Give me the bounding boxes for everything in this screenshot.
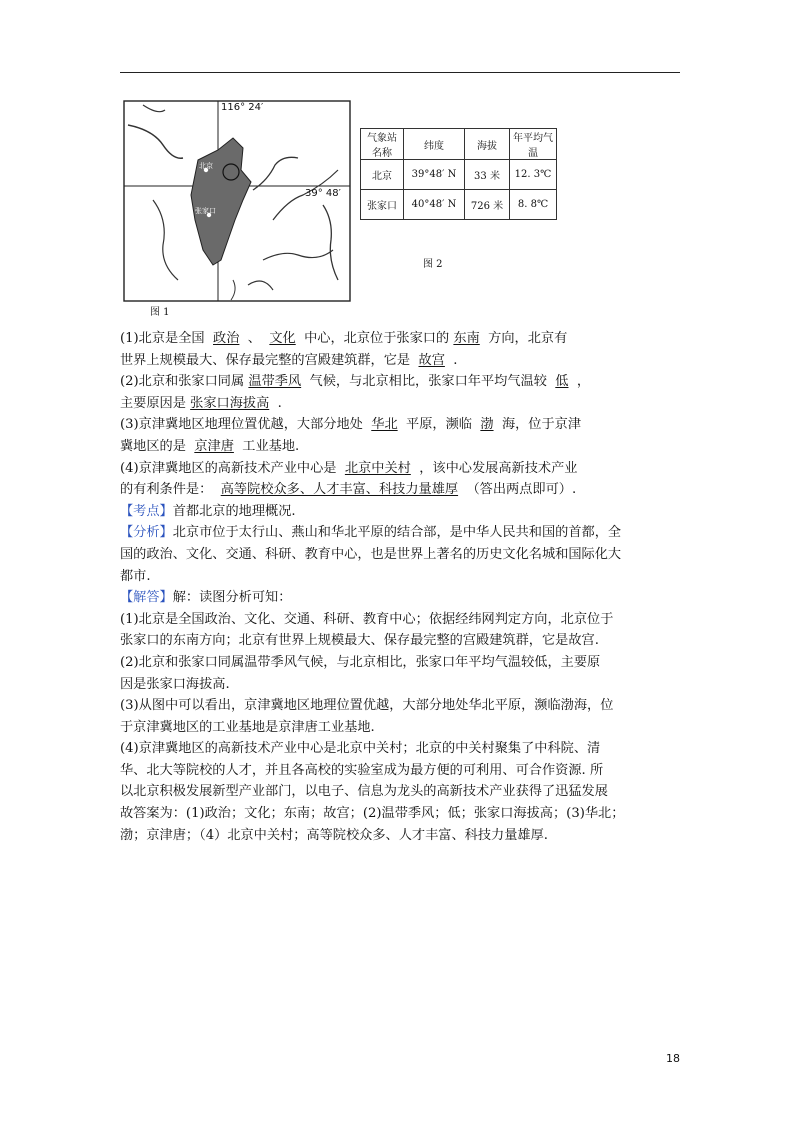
text: 海，位于京津: [501, 417, 582, 433]
jieda-line-11: 渤；京津唐；（4）北京中关村；高等院校众多、人才丰富、科技力量雄厚.: [120, 827, 548, 843]
text: 中心，北京位于张家口的: [304, 331, 450, 346]
place-label-zhangjiakou: 张家口: [195, 207, 216, 215]
header-cell: 纬度: [404, 129, 465, 160]
q1-line-2: [120, 350, 682, 372]
q2-line-1: [120, 371, 682, 393]
text: 的有利条件是：: [120, 482, 213, 498]
blank-answer: 故宫: [418, 352, 445, 368]
table-cell: 39°48′ N: [404, 160, 465, 190]
weather-station-table: [360, 128, 557, 220]
table-row: [361, 160, 557, 190]
text: （答出两点即可）.: [466, 482, 577, 498]
fenxi-text: 北京市位于太行山、燕山和华北平原的结合部，是中华人民共和国的首都，全: [172, 525, 622, 541]
jieda-line-5: (3)从图中可以看出，京津冀地区地理位置优越，大部分地处华北平原，濒临渤海，位: [120, 698, 614, 714]
header-cell: 气象站名称: [361, 129, 404, 160]
latitude-label: 39° 48′: [305, 188, 341, 199]
jieda-line-10: 故答案为：(1)政治；文化；东南；故宫；(2)温带季风；低；张家口海拔高；(3)华北；: [120, 806, 625, 822]
kaodian-tag: 【考点】: [120, 503, 173, 519]
kaodian-line: [120, 501, 682, 523]
text: 、: [247, 331, 261, 346]
table-cell: 张家口: [361, 190, 404, 220]
page-number: 18: [666, 1052, 680, 1065]
jieda-line-2: 张家口的东南方向；北京有世界上规模最大、保存最完整的宫殿建筑群，它是故宫.: [120, 633, 599, 649]
blank-answer: 东南: [453, 331, 480, 346]
longitude-label: 116° 24′: [221, 102, 264, 113]
table-row: [361, 190, 557, 220]
q3-line-1: [120, 414, 682, 436]
blank-answer: 渤: [480, 417, 494, 433]
text: 工业基地.: [242, 438, 300, 454]
table-cell: 40°48′ N: [404, 190, 465, 220]
fenxi-line-1: [120, 522, 682, 544]
header-cell: 年平均气温: [510, 129, 557, 160]
text: (3)京津冀地区地理位置优越，大部分地处: [120, 417, 363, 433]
jieda-line-7: (4)京津冀地区的高新技术产业中心是北京中关村；北京的中关村聚集了中科院、清: [120, 741, 601, 757]
blank-answer: 京津唐: [194, 438, 234, 454]
jieda-intro: 解：读图分析可知：: [172, 590, 292, 606]
q4-line-1: [120, 458, 682, 480]
header-cell: 海拔: [465, 129, 510, 160]
text: 冀地区的是: [120, 438, 186, 454]
jieda-line-9: 以北京积极发展新型产业部门，以电子、信息为龙头的高新技术产业获得了迅猛发展: [120, 784, 608, 800]
question-body: [120, 328, 682, 846]
blank-answer: 高等院校众多、人才丰富、科技力量雄厚: [220, 482, 459, 498]
text: 平原，濒临: [406, 417, 472, 433]
blank-answer: 华北: [371, 417, 398, 433]
text: 方向，北京有: [488, 331, 568, 346]
figure-1-map: [123, 100, 353, 320]
fenxi-line-3: 都市.: [120, 568, 151, 584]
q1-line-1: [120, 328, 682, 350]
text: (1)北京是全国: [120, 331, 205, 346]
table-cell: 726 米: [465, 190, 510, 220]
blank-answer: 政治: [213, 331, 240, 346]
jieda-tag: 【解答】: [120, 590, 173, 606]
q2-line-2: [120, 393, 682, 415]
blank-answer: 温带季风: [248, 374, 302, 390]
text: .: [277, 395, 282, 411]
place-label-beijing: 北京: [199, 162, 213, 170]
text: (2)北京和张家口同属: [120, 374, 245, 390]
table-cell: 33 米: [465, 160, 510, 190]
jieda-line-6: 于京津冀地区的工业基地是京津唐工业基地.: [120, 719, 375, 735]
text: ，该中心发展高新技术产业: [419, 460, 578, 476]
text: 世界上规模最大、保存最完整的宫殿建筑群，它是: [120, 352, 411, 368]
text: 主要原因是: [120, 395, 186, 411]
blank-answer: 北京中关村: [344, 460, 411, 476]
text: ，: [576, 374, 591, 390]
table-cell: 8. 8℃: [510, 190, 557, 220]
text: 气候，与北京相比，张家口年平均气温较: [309, 374, 547, 390]
q3-line-2: [120, 436, 682, 458]
jieda-line: [120, 587, 682, 609]
fenxi-line-2: 国的政治、文化、交通、科研、教育中心，也是世界上著名的历史文化名城和国际化大: [120, 546, 622, 562]
jieda-line-4: 因是张家口海拔高.: [120, 676, 230, 692]
table-cell: 北京: [361, 160, 404, 190]
jieda-line-1: (1)北京是全国政治、文化、交通、科研、教育中心；依据经纬网判定方向，北京位于: [120, 611, 614, 627]
kaodian-text: 首都北京的地理概况.: [172, 503, 296, 519]
jieda-line-3: (2)北京和张家口同属温带季风气候，与北京相比，张家口年平均气温较低，主要原: [120, 654, 601, 670]
text: (4)京津冀地区的高新技术产业中心是: [120, 460, 337, 476]
jieda-line-8: 华、北大等院校的人才，并且各高校的实验室成为最方便的可利用、可合作资源. 所: [120, 762, 604, 778]
q4-line-2: [120, 479, 682, 501]
blank-answer: 张家口海拔高: [190, 395, 270, 411]
blank-answer: 文化: [269, 331, 296, 346]
blank-answer: 低: [555, 374, 569, 390]
map-graphic: [123, 100, 353, 320]
table-cell: 12. 3℃: [510, 160, 557, 190]
figure-1-caption: 图 1: [150, 307, 170, 318]
figure-2-caption: 图 2: [423, 259, 443, 270]
header-rule: [120, 72, 680, 73]
text: .: [453, 352, 458, 368]
fenxi-tag: 【分析】: [120, 525, 173, 541]
table-header-row: [361, 129, 557, 160]
